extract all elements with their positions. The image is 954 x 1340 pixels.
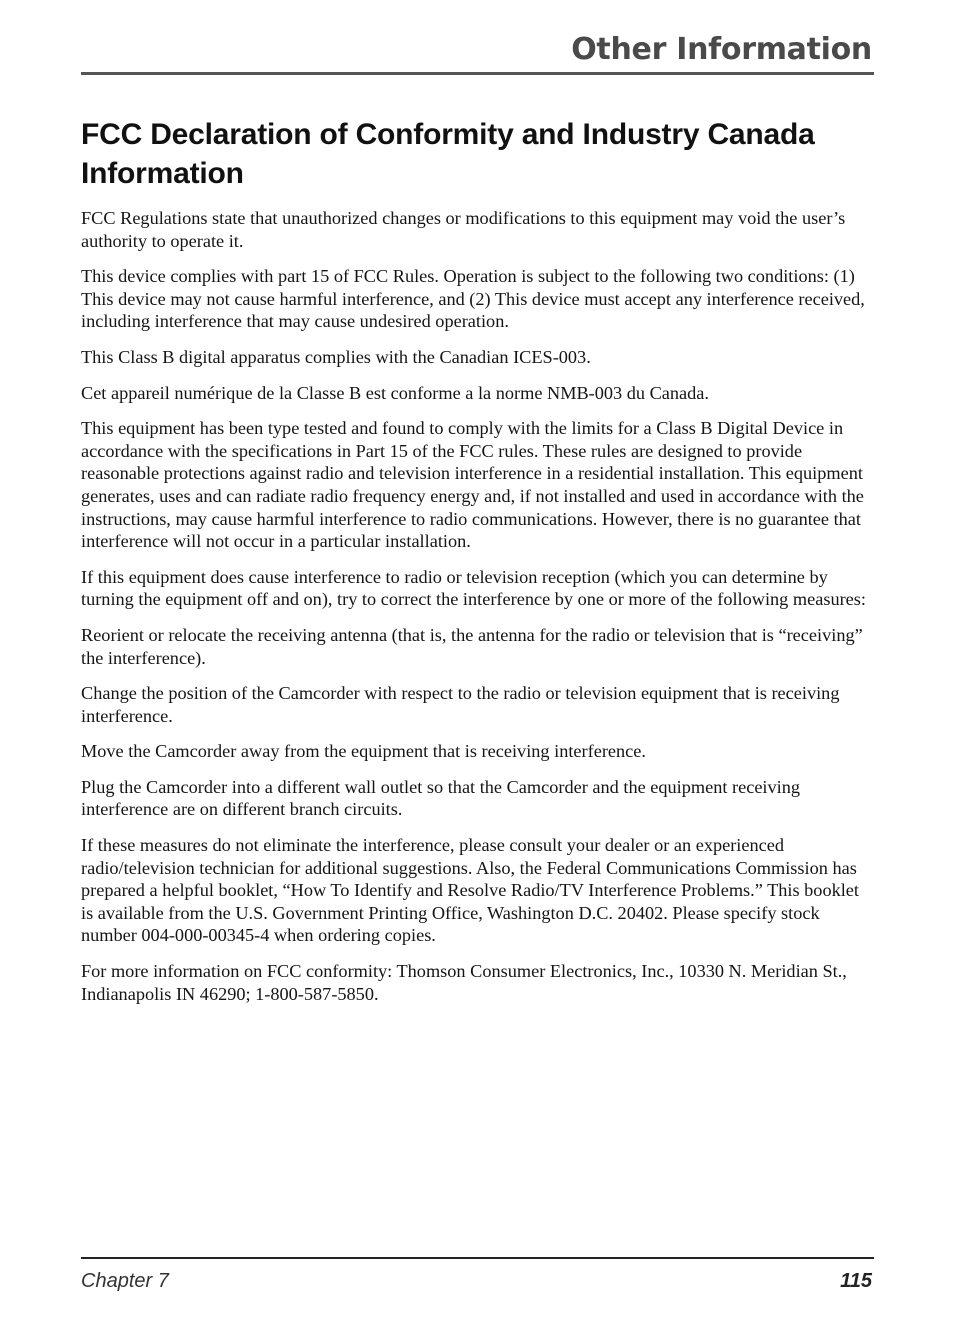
footer-page-number: 115 bbox=[840, 1270, 872, 1292]
paragraph-change-position: Change the position of the Camcorder with respect to the radio or television equipment that is receiving interference. bbox=[81, 683, 840, 726]
paragraph-different-outlet: Plug the Camcorder into a different wall outlet so that the Camcorder and the equipment receiving interference are on different branch circuits. bbox=[81, 776, 801, 820]
footer-divider bbox=[81, 1257, 874, 1259]
paragraph-contact-info: For more information on FCC conformity: Thomson Consumer Electronics, Inc., 10330 N. Meridian St., Indianapolis IN 46290; 1-800-587-5850. bbox=[81, 961, 847, 1004]
section-title: FCC Declaration of Conformity and Industry Canada Information bbox=[81, 118, 815, 190]
page-header-title: Other Information bbox=[571, 32, 872, 67]
paragraph-part-15-compliance: This device complies with part 15 of FCC Rules. Operation is subject to the following two conditions: (1) This device may not cause harmful interference, and (2) This device must accept any interference received, including interference that may cause undesired operation. bbox=[81, 266, 865, 332]
paragraph-class-b-limits: This equipment has been type tested and found to comply with the limits for a Class B Digital Device in accordance with the specifications in Part 15 of the FCC rules. These rules are designed to provide reasonable protections against radio and television interference in a residential installation. This equipment generates, uses and can radiate radio frequency energy and, if not installed and used in accordance with the instructions, may cause harmful interference to radio communications. However, there is no guarantee that interference will not occur in a particular installation. bbox=[81, 418, 864, 552]
paragraph-move-camcorder: Move the Camcorder away from the equipment that is receiving interference. bbox=[81, 741, 646, 762]
paragraph-nmb-003: Cet appareil numérique de la Classe B est conforme a la norme NMB-003 du Canada. bbox=[81, 382, 709, 403]
paragraph-consult-dealer: If these measures do not eliminate the interference, please consult your dealer or an experienced radio/television technician for additional suggestions. Also, the Federal Communications Commission has prepared a helpful booklet, “How To Identify and Resolve Radio/TV Interference Problems.” This booklet is available from the U.S. Government Printing Office, Washington D.C. 20402. Please specify stock number 004-000-00345-4 when ordering copies. bbox=[81, 835, 859, 946]
body-text bbox=[81, 207, 873, 1018]
paragraph-reorient-antenna: Reorient or relocate the receiving antenna (that is, the antenna for the radio or television that is “receiving” the interference). bbox=[81, 624, 863, 668]
paragraph-interference-measures-intro: If this equipment does cause interference to radio or television reception (which you can determine by turning the equipment off and on), try to correct the interference by one or more of the following measures: bbox=[81, 566, 866, 610]
header-divider bbox=[81, 72, 874, 75]
paragraph-unauthorized-changes: FCC Regulations state that unauthorized changes or modifications to this equipment may void the user’s authority to operate it. bbox=[81, 208, 846, 251]
footer-chapter-label: Chapter 7 bbox=[81, 1270, 169, 1292]
paragraph-ices-003: This Class B digital apparatus complies with the Canadian ICES-003. bbox=[81, 346, 591, 367]
